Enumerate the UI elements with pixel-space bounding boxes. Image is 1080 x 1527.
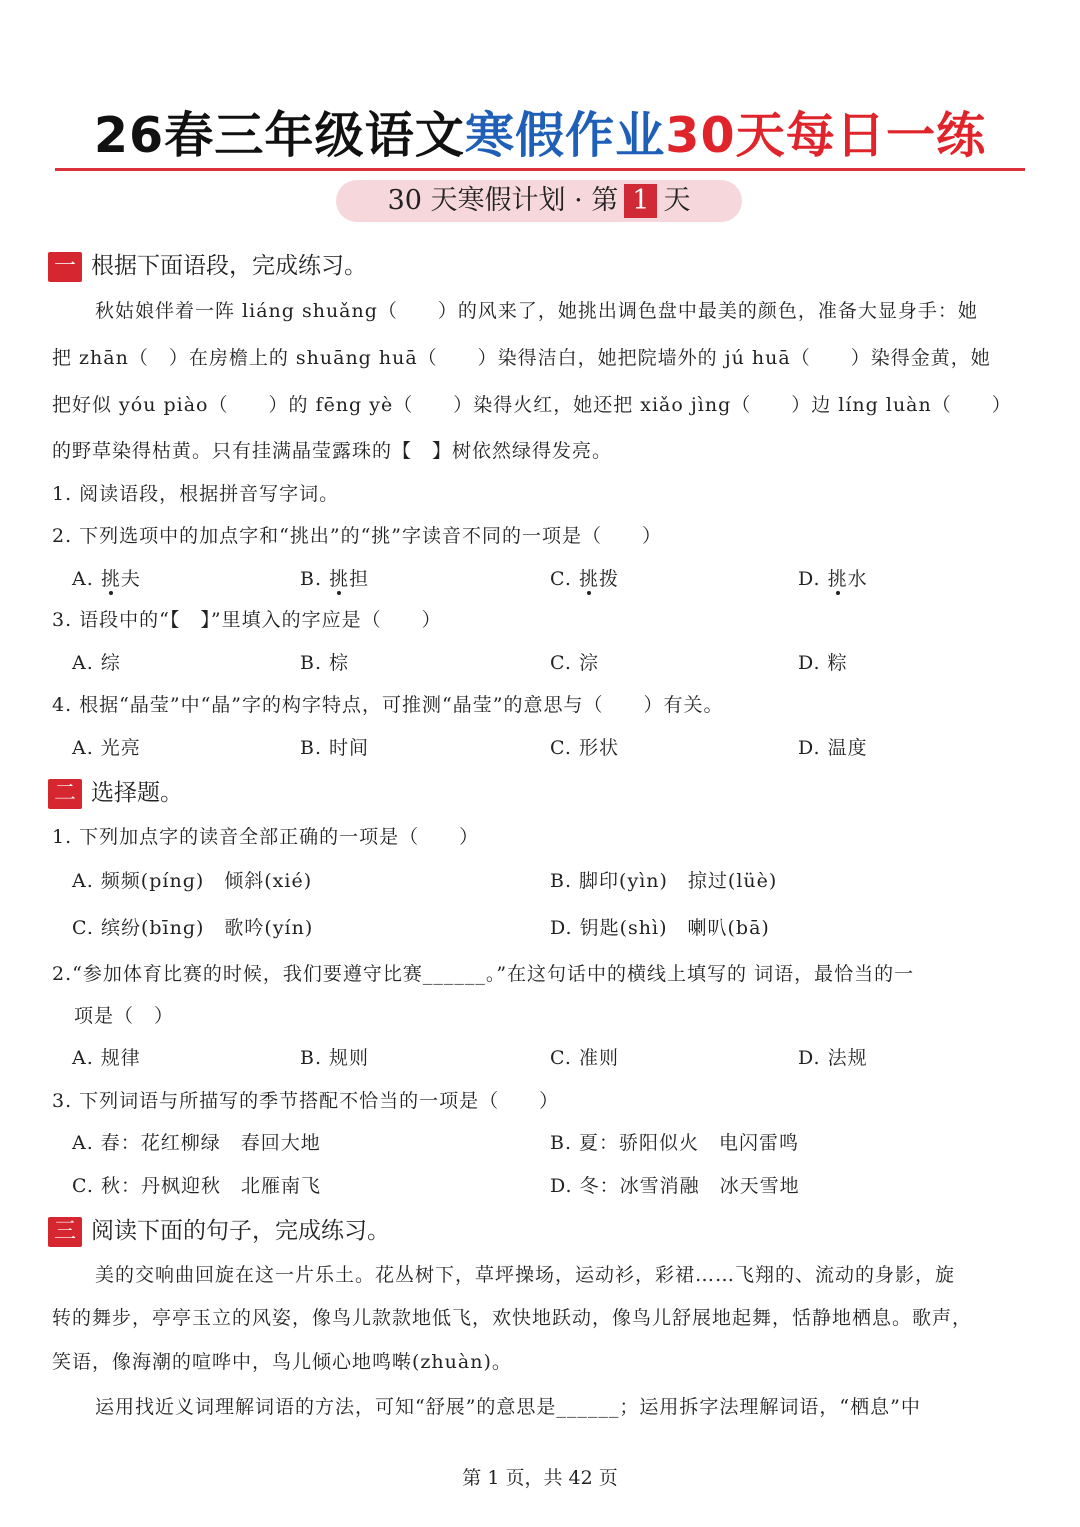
section-3-heading xyxy=(48,1214,390,1248)
dotted-char: 挑 xyxy=(578,568,599,590)
s2-q3-option-a: A. 春：花红柳绿 春回大地 xyxy=(72,1132,321,1154)
s1-q3-option-d: D. 粽 xyxy=(798,652,848,674)
s2-q3-option-d: D. 冬：冰雪消融 冰天雪地 xyxy=(550,1175,800,1197)
s2-q2-option-c: C. 准则 xyxy=(550,1047,619,1069)
plan-suffix: 天 xyxy=(663,185,691,216)
s2-q1-option-c: C. 缤纷(bīnɡ) 歌吟(yín) xyxy=(72,917,314,939)
section-1-title: 根据下面语段，完成练习。 xyxy=(91,253,367,279)
dotted-char: 挑 xyxy=(100,568,121,590)
section-3-badge: 三 xyxy=(48,1217,82,1247)
title-part-3: 30天每日一练 xyxy=(665,106,987,164)
s1-question-1: 1. 阅读语段，根据拼音写字词。 xyxy=(52,483,340,505)
section-2-title: 选择题。 xyxy=(91,780,183,806)
document-title xyxy=(0,100,1080,170)
dotted-char: 挑 xyxy=(329,568,350,590)
section-2-heading xyxy=(48,776,183,810)
s1-q2-option-c: C. 挑拨 xyxy=(550,568,619,590)
s2-question-2-line-2: 项是（ ） xyxy=(74,1005,175,1027)
page-number: 第 1 页，共 42 页 xyxy=(462,1467,618,1489)
s2-q2-option-d: D. 法规 xyxy=(798,1047,868,1069)
s1-q3-option-a: A. 综 xyxy=(72,652,121,674)
title-part-1: 26春三年级语文 xyxy=(93,106,465,164)
passage-1-line-2: 把 zhān（ ）在房檐上的 shuāng huā（ ）染得洁白，她把院墙外的 jú huā（ ）染得金黄，她 xyxy=(52,347,991,369)
s2-q3-option-b: B. 夏：骄阳似火 电闪雷鸣 xyxy=(550,1132,800,1154)
passage-3-line-1: 美的交响曲回旋在这一片乐土。花丛树下，草坪操场，运动衫，彩裙……飞翔的、流动的身影，旋 xyxy=(95,1264,956,1286)
s1-q2-option-d: D. 挑水 xyxy=(798,568,868,590)
passage-1-line-1: 秋姑娘伴着一阵 liáng shuǎng（ ）的风来了，她挑出调色盘中最美的颜色，准备大显身手：她 xyxy=(95,300,978,322)
section-1-heading xyxy=(48,249,367,283)
passage-1-line-3: 把好似 yóu piào（ ）的 fēng yè（ ）染得火红，她还把 xiǎo jìng（ ）边 líng luàn（ ） xyxy=(52,394,1012,416)
s1-q4-option-c: C. 形状 xyxy=(550,737,619,759)
plan-prefix: 30 天寒假计划 · 第 xyxy=(387,185,619,216)
s2-q2-option-b: B. 规则 xyxy=(300,1047,370,1069)
s2-q2-option-a: A. 规律 xyxy=(72,1047,141,1069)
s2-q1-option-d: D. 钥匙(shì) 喇叭(bā) xyxy=(550,917,770,939)
s2-q1-option-a: A. 频频(pínɡ) 倾斜(xié) xyxy=(72,870,313,892)
plan-day-number: 1 xyxy=(624,184,657,218)
section-2-badge: 二 xyxy=(48,779,82,809)
passage-1-line-4: 的野草染得枯黄。只有挂满晶莹露珠的【 】树依然绿得发亮。 xyxy=(52,440,613,462)
section-3-title: 阅读下面的句子，完成练习。 xyxy=(91,1218,390,1244)
passage-3-line-2: 转的舞步，亭亭玉立的风姿，像鸟儿款款地低飞，欢快地跃动，像鸟儿舒展地起舞，恬静地栖息。歌声， xyxy=(52,1307,973,1329)
s1-q4-option-a: A. 光亮 xyxy=(72,737,141,759)
s2-q1-option-b: B. 脚印(yìn) 掠过(lüè) xyxy=(550,870,778,892)
day-plan-banner xyxy=(336,180,742,222)
s1-question-4: 4. 根据“晶莹”中“晶”字的构字特点，可推测“晶莹”的意思与（ ）有关。 xyxy=(52,694,724,716)
title-part-2: 寒假作业 xyxy=(464,106,666,164)
s2-question-2-line-1: 2.“参加体育比赛的时候，我们要遵守比赛______。”在这句话中的横线上填写的 词语，最恰当的一 xyxy=(52,963,915,985)
passage-3-line-3: 笑语，像海潮的喧哗中，鸟儿倾心地鸣啭(zhuàn)。 xyxy=(52,1351,512,1373)
title-underline xyxy=(55,168,1025,171)
section-1-badge: 一 xyxy=(48,252,82,282)
s1-q4-option-b: B. 时间 xyxy=(300,737,370,759)
s2-q3-option-c: C. 秋：丹枫迎秋 北雁南飞 xyxy=(72,1175,321,1197)
s1-question-3: 3. 语段中的“【 】”里填入的字应是（ ） xyxy=(52,609,442,631)
s1-question-2: 2. 下列选项中的加点字和“挑出”的“挑”字读音不同的一项是（ ） xyxy=(52,525,663,547)
s1-q3-option-b: B. 棕 xyxy=(300,652,350,674)
s3-question-line: 运用找近义词理解词语的方法，可知“舒展”的意思是______；运用拆字法理解词语，“栖息”中 xyxy=(95,1396,921,1418)
s1-q4-option-d: D. 温度 xyxy=(798,737,868,759)
s1-q2-option-a: A. 挑夫 xyxy=(72,568,141,590)
s1-q3-option-c: C. 淙 xyxy=(550,652,599,674)
s2-question-3: 3. 下列词语与所描写的季节搭配不恰当的一项是（ ） xyxy=(52,1090,560,1112)
s2-question-1: 1. 下列加点字的读音全部正确的一项是（ ） xyxy=(52,826,480,848)
dotted-char: 挑 xyxy=(827,568,848,590)
s1-q2-option-b: B. 挑担 xyxy=(300,568,370,590)
